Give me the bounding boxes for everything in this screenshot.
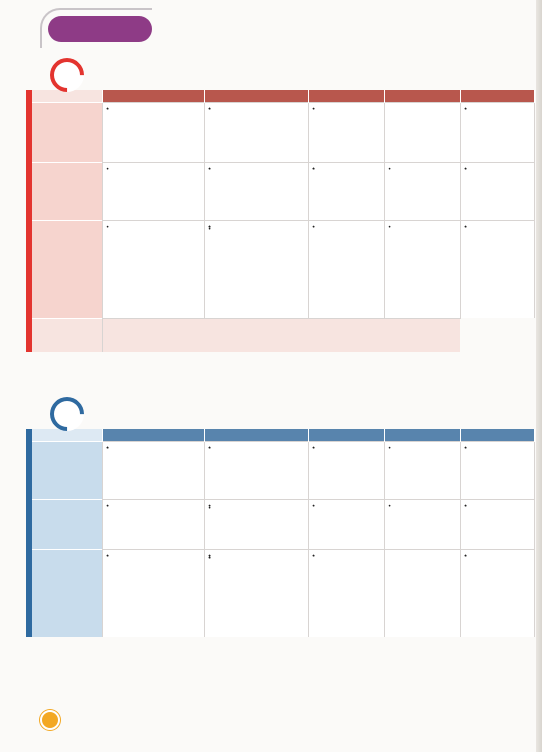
- unit-header: [26, 397, 536, 429]
- cell-phonetique: [384, 499, 460, 549]
- cell-phonetique: [384, 220, 460, 318]
- cell-socio: [460, 220, 534, 318]
- col-phonetique: [384, 90, 460, 102]
- col-grammaire: [204, 90, 308, 102]
- lesson-cell: [32, 318, 102, 352]
- lesson-cell: [32, 441, 102, 499]
- col-vocabulaire: [308, 90, 384, 102]
- techniques-row: [32, 318, 534, 352]
- lesson-row: [32, 499, 534, 549]
- lesson-row: [32, 441, 534, 499]
- techniques-cell: [102, 318, 460, 352]
- cell-socio: [460, 102, 534, 162]
- table-header-row: [32, 429, 534, 441]
- cell-vocabulaire: [308, 162, 384, 220]
- unit-header: [26, 58, 536, 90]
- page-edge-shadow: [536, 0, 542, 752]
- col-socioculturel: [460, 90, 534, 102]
- cell-vocabulaire: [308, 499, 384, 549]
- cell-socio: [460, 499, 534, 549]
- col-savoir: [102, 429, 204, 441]
- unit-number-badge: [50, 58, 84, 92]
- table-header-row: [32, 90, 534, 102]
- unit-number-badge: [50, 397, 84, 431]
- cell-grammaire: [204, 220, 308, 318]
- cell-savoir: [102, 162, 204, 220]
- lesson-cell: [32, 499, 102, 549]
- unit-3-section: [26, 58, 536, 352]
- lesson-cell: [32, 549, 102, 637]
- col-grammaire: [204, 429, 308, 441]
- cell-savoir: [102, 441, 204, 499]
- lesson-row: [32, 220, 534, 318]
- cell-savoir: [102, 549, 204, 637]
- cell-phonetique: [384, 441, 460, 499]
- cell-grammaire: [204, 102, 308, 162]
- lesson-row: [32, 102, 534, 162]
- cell-savoir: [102, 220, 204, 318]
- col-phonetique: [384, 429, 460, 441]
- cell-phonetique: [384, 102, 460, 162]
- cell-socio: [460, 441, 534, 499]
- unit-4-table: [32, 429, 535, 637]
- lesson-cell: [32, 102, 102, 162]
- page-number-badge: [40, 710, 60, 730]
- cell-grammaire: [204, 441, 308, 499]
- cell-socio: [460, 549, 534, 637]
- cell-vocabulaire: [308, 102, 384, 162]
- cell-vocabulaire: [308, 549, 384, 637]
- cell-socio: [460, 162, 534, 220]
- lesson-row: [32, 549, 534, 637]
- cell-savoir: [102, 102, 204, 162]
- lesson-cell: [32, 162, 102, 220]
- cell-phonetique: [384, 162, 460, 220]
- cell-grammaire: [204, 499, 308, 549]
- cell-savoir: [102, 499, 204, 549]
- cell-phonetique: [384, 549, 460, 637]
- lesson-row: [32, 162, 534, 220]
- cell-vocabulaire: [308, 220, 384, 318]
- cell-vocabulaire: [308, 441, 384, 499]
- lesson-cell: [32, 220, 102, 318]
- col-vocabulaire: [308, 429, 384, 441]
- page-title: [48, 16, 152, 42]
- cell-grammaire: [204, 162, 308, 220]
- unit-3-table: [32, 90, 535, 352]
- col-savoir: [102, 90, 204, 102]
- cell-grammaire: [204, 549, 308, 637]
- unit-4-section: [26, 397, 536, 637]
- col-socioculturel: [460, 429, 534, 441]
